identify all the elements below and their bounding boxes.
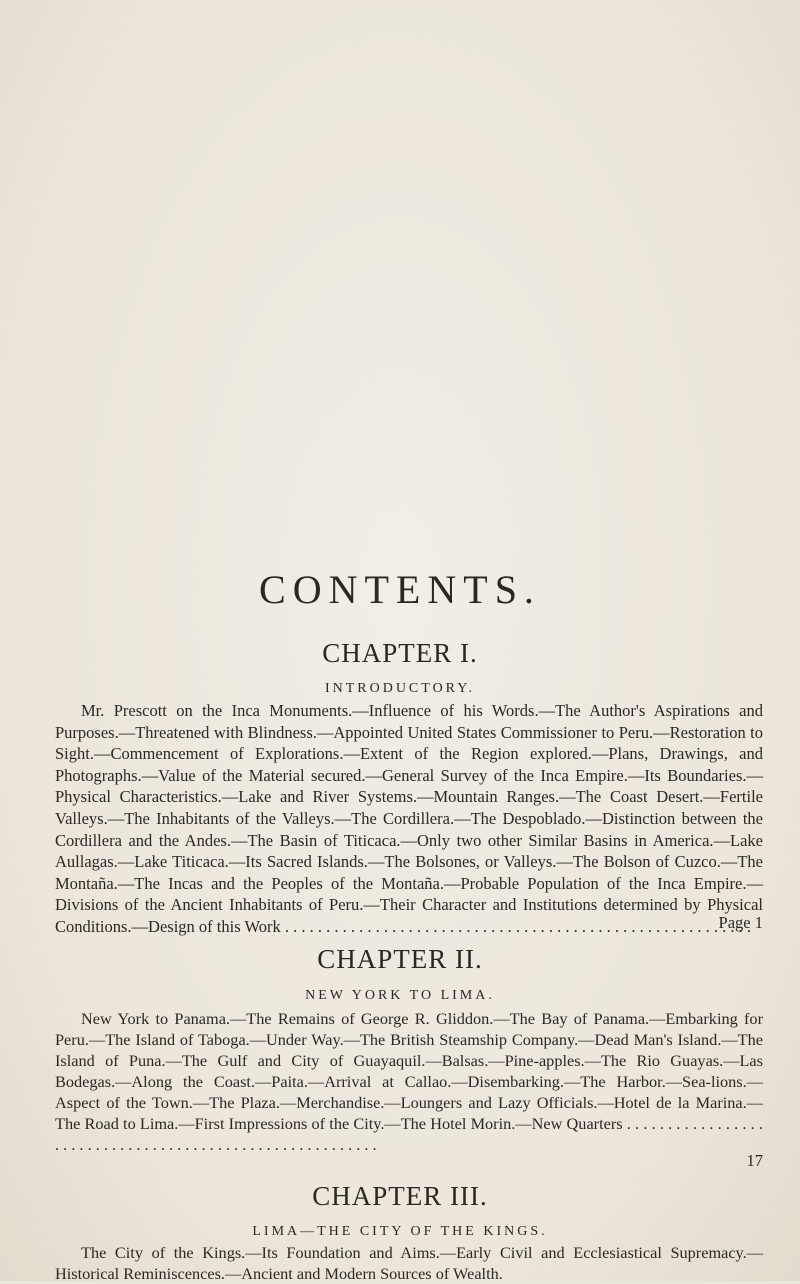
chapter-3-summary: The City of the Kings.—Its Foundation and Aims.—Early Civil and Ecclesiastical Supremacy.—Historical Reminiscences.—Ancient and Modern Sources of Wealth. (55, 1243, 763, 1283)
chapter-1-subtitle: INTRODUCTORY. (324, 681, 476, 696)
chapter-1-heading: CHAPTER I. (322, 638, 478, 668)
chapter-1-summary-text: Mr. Prescott on the Inca Monuments.—Influence of his Words.—The Author's Aspirations and Purposes.—Threatened with Blindness.—Appointed United States Commissioner to Peru.—Restoration to Sight.—Commencement of Explorations.—Extent of the Region explored.—Plans, Drawings, and Photographs.—Value of the Material secured.—General Survey of the Inca Empire.—Its Boundaries.—Physical Characteristics.—Lake and River Systems.—Mountain Ranges.—The Coast Desert.—Fertile Valleys.—The Inhabitants of the Valleys.—The Cordillera.—The Despoblado.—Distinction between the Cordillera and the Andes.—The Basin of Titicaca.—Only two other Similar Basins in America.—Lake Aullagas.—Lake Titicaca.—Its Sacred Islands.—The Bolsones, or Valleys.—The Bolson of Cuzco.—The Montaña.—The Incas and the Peoples of the Montaña.—Probable Population of the Inca Empire.—Divisions of the Ancient Inhabitants of Peru.—Their Character and Institutions determined by Physical Conditions.—Design of this Work (55, 701, 763, 936)
chapter-2-subtitle: NEW YORK TO LIMA. (305, 988, 495, 1003)
chapter-1-page: Page 1 (718, 913, 763, 932)
chapter-2-summary-text: New York to Panama.—The Remains of George R. Gliddon.—The Bay of Panama.—Embarking for Peru.—The Island of Taboga.—Under Way.—The British Steamship Company.—Dead Man's Island.—The Island of Puna.—The Gulf and City of Guayaquil.—Balsas.—Pine-apples.—The Rio Guayas.—Las Bodegas.—Along the Coast.—Paita.—Arrival at Callao.—Disembarking.—The Harbor.—Sea-lions.—Aspect of the Town.—The Plaza.—Merchandise.—Loungers and Lazy Officials.—Hotel de la Marina.—The Road to Lima.—First Impressions of the City.—The Hotel Morin.—New Quarters (55, 1009, 763, 1133)
contents-title: CONTENTS. (259, 567, 541, 612)
chapter-2-summary (55, 1008, 763, 1155)
chapter-2-heading: CHAPTER II. (317, 944, 483, 974)
leader-dots (281, 917, 751, 936)
chapter-2-page: 17 (746, 1151, 763, 1170)
chapter-3-subtitle: LIMA—THE CITY OF THE KINGS. (252, 1224, 548, 1239)
chapter-3-heading: CHAPTER III. (312, 1181, 488, 1211)
